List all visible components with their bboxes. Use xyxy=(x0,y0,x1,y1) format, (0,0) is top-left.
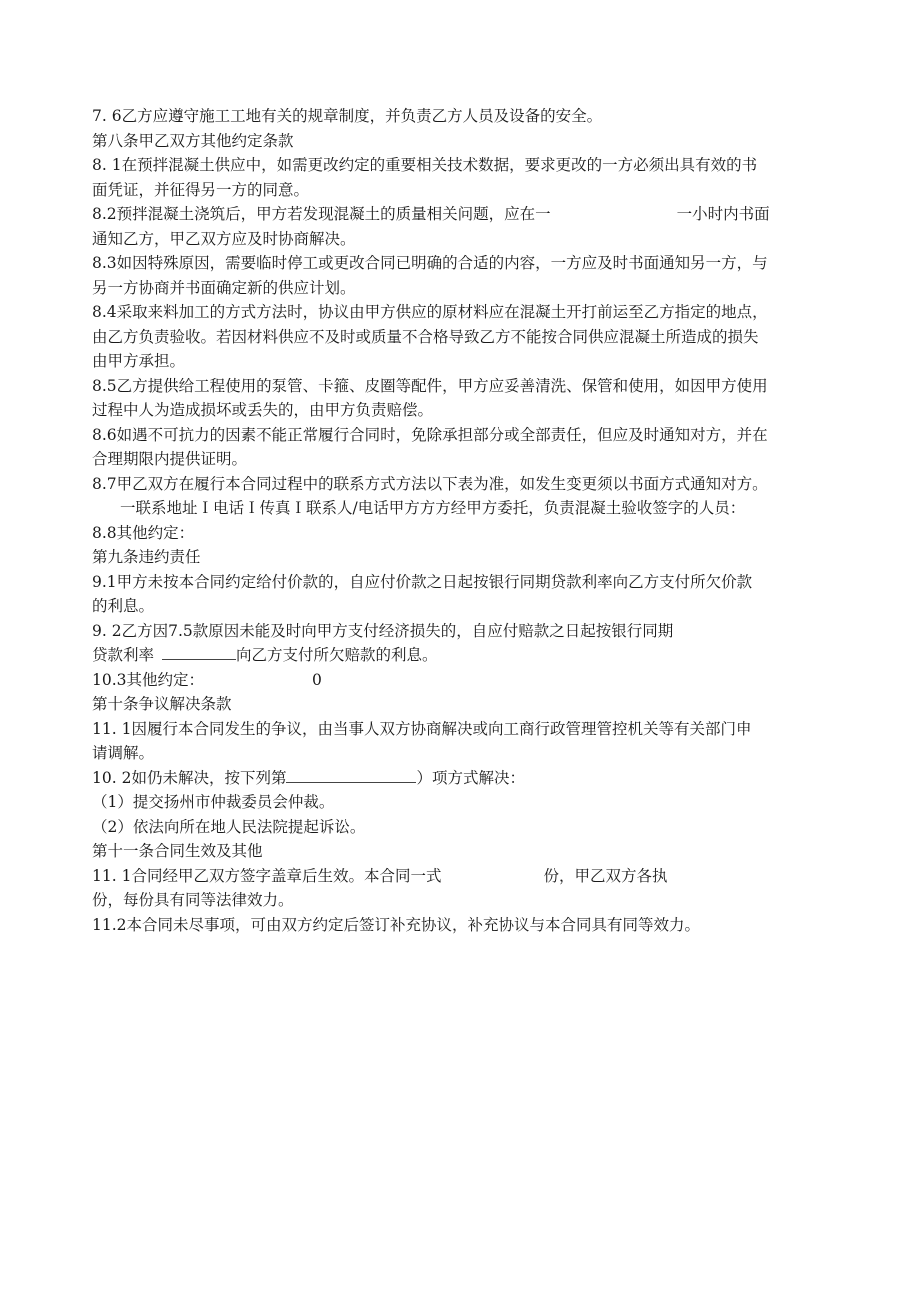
article-11-heading: 第十一条合同生效及其他 xyxy=(92,842,263,860)
clause-11-1-cont: 请调解。 xyxy=(92,744,155,762)
clause-9-2-cont xyxy=(92,643,852,668)
article-10-heading: 第十条争议解决条款 xyxy=(92,695,232,713)
clause-8-2-part-a: 8.2预拌混凝土浇筑后，甲方若发现混凝土的质量相关问题，应在一 xyxy=(92,205,551,223)
clause-8-2-cont: 通知乙方，甲乙双方应及时协商解决。 xyxy=(92,229,356,248)
clause-9-1-cont: 的利息。 xyxy=(92,597,155,615)
clause-7-6: 7. 6乙方应遵守施工工地有关的规章制度，并负责乙方人员及设备的安全。 xyxy=(92,107,603,125)
blank-option-underline xyxy=(286,767,416,783)
clause-9-2-part-a: 贷款利率 xyxy=(92,646,155,664)
option-1: （1）提交扬州市仲裁委员会仲裁。 xyxy=(92,793,335,811)
clause-8-5: 8.5乙方提供给工程使用的泵管、卡箍、皮圈等配件，甲方应妥善清洗、保管和使用，如因甲方使用 xyxy=(92,376,768,395)
clause-11-1-part-b: 份，甲乙双方各执 xyxy=(543,866,668,885)
clause-9-2-part-b: 向乙方支付所欠赔款的利息。 xyxy=(236,646,438,664)
clause-10-3-part-a: 10.3其他约定： xyxy=(92,670,205,689)
clause-11-1-effect-cont: 份，每份具有同等法律效力。 xyxy=(92,891,294,909)
clause-8-2-part-b: 一小时内书面 xyxy=(676,205,770,223)
clause-11-1: 11. 1因履行本合同发生的争议，由当事人双方协商解决或向工商行政管理管控机关等有关部门申 xyxy=(92,719,752,738)
clause-9-2: 9. 2乙方因7.5款原因未能及时向甲方支付经济损失的，自应付赔款之日起按银行同期 xyxy=(92,621,674,640)
contact-table-text: 一联系地址Ｉ电话Ｉ传真Ｉ联系人/电话甲方方方经甲方委托，负责混凝土验收签字的人员： xyxy=(120,499,746,517)
clause-8-4-cont2: 由甲方承担。 xyxy=(92,352,186,370)
clause-8-4: 8.4采取来料加工的方式方法时，协议由甲方供应的原材料应在混凝土开打前运至乙方指定的地点， xyxy=(92,303,768,321)
clause-11-2: 11.2本合同未尽事项，可由双方约定后签订补充协议，补充协议与本合同具有同等效力。 xyxy=(92,915,701,934)
clause-8-3-cont: 另一方协商并书面确定新的供应计划。 xyxy=(92,278,356,297)
clause-8-6-cont: 合理期限内提供证明。 xyxy=(92,450,248,468)
clause-8-2 xyxy=(92,202,852,227)
clause-10-3 xyxy=(92,668,852,693)
clause-8-1: 8. 1在预拌混凝土供应中，如需更改约定的重要相关技术数据，要求更改的一方必须出具有效的书 xyxy=(92,156,758,174)
clause-8-1-cont: 面凭证，并征得另一方的同意。 xyxy=(92,180,310,199)
clause-9-1: 9.1甲方未按本合同约定给付价款的，自应付价款之日起按银行同期贷款利率向乙方支付所欠价款 xyxy=(92,572,753,591)
contract-text xyxy=(92,104,852,937)
option-2: （2）依法向所在地人民法院提起诉讼。 xyxy=(92,817,366,836)
clause-8-3: 8.3如因特殊原因，需要临时停工或更改合同已明确的合适的内容，一方应及时书面通知另一方，与 xyxy=(92,254,768,272)
clause-10-3-part-b: 0 xyxy=(312,670,322,689)
clause-10-2-part-a: 10. 2如仍未解决，按下列第 xyxy=(92,768,287,787)
clause-8-7: 8.7甲乙双方在履行本合同过程中的联系方式方法以下表为准，如发生变更须以书面方式通知对方。 xyxy=(92,474,768,493)
clause-8-6: 8.6如遇不可抗力的因素不能正常履行合同时，免除承担部分或全部责任，但应及时通知对方，并在 xyxy=(92,425,768,444)
article-9-heading: 第九条违约责任 xyxy=(92,548,201,566)
clause-11-1-effect xyxy=(92,864,852,889)
clause-10-2-part-b: ）项方式解决： xyxy=(416,768,525,787)
clause-8-8: 8.8其他约定： xyxy=(92,523,195,542)
article-8-heading: 第八条甲乙双方其他约定条款 xyxy=(92,131,294,150)
clause-8-4-cont1: 由乙方负责验收。若因材料供应不及时或质量不合格导致乙方不能按合同供应混凝土所造成的损失 xyxy=(92,327,759,346)
clause-10-2 xyxy=(92,766,852,791)
clause-11-1-part-a: 11. 1合同经甲乙双方签字盖章后生效。本合同一式 xyxy=(92,866,442,885)
clause-8-5-cont: 过程中人为造成损坏或丢失的，由甲方负责赔偿。 xyxy=(92,401,434,419)
blank-rate-underline xyxy=(162,644,236,660)
